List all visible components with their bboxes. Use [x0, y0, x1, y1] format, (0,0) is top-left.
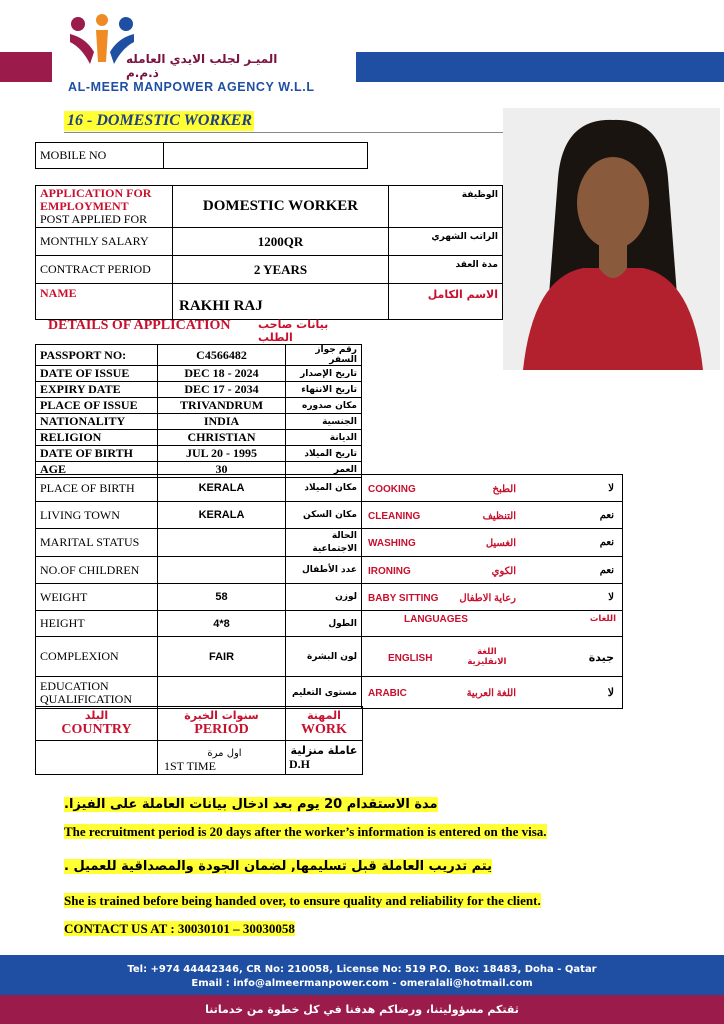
- footer-contact: [0, 955, 724, 995]
- work-header-english: WORK: [301, 722, 347, 737]
- contract-arabic: مدة العقد: [389, 256, 503, 284]
- birth-place-arabic: مكان الميلاد: [286, 475, 362, 502]
- application-for-employment-label: APPLICATION FOR EMPLOYMENT: [40, 186, 152, 213]
- detail-label: PASSPORT NO:: [36, 345, 158, 366]
- post-applied-value: DOMESTIC WORKER: [173, 186, 389, 228]
- detail-arabic: تاريخ الميلاد: [286, 446, 362, 462]
- detail-arabic: مكان صدوره: [286, 398, 362, 414]
- height-value: 4*8: [158, 611, 286, 637]
- country-header-arabic: البلد: [84, 709, 109, 722]
- skill-row-0: [362, 482, 622, 495]
- skill-row-2: [362, 536, 622, 549]
- languages-heading-cell: [362, 611, 623, 637]
- detail-value: 30: [158, 462, 286, 478]
- contact-line: [64, 919, 295, 938]
- skill-name: CLEANING: [368, 510, 421, 522]
- experience-country: [36, 741, 158, 775]
- living-town-value: KERALA: [158, 502, 286, 529]
- detail-value: C4566482: [158, 345, 286, 366]
- skill-name: COOKING: [368, 483, 416, 495]
- detail-arabic: الديانة: [286, 430, 362, 446]
- marital-status-value: [158, 529, 286, 557]
- living-town-label: LIVING TOWN: [36, 502, 158, 529]
- detail-value: CHRISTIAN: [158, 430, 286, 446]
- skill-washing-cell: [362, 529, 623, 557]
- experience-work: [286, 741, 363, 775]
- salary-label: MONTHLY SALARY: [36, 228, 173, 256]
- details-row: [36, 398, 362, 414]
- details-row: [36, 446, 362, 462]
- education-value: [158, 677, 286, 709]
- marital-status-arabic: الحالة الاجتماعية: [286, 529, 362, 557]
- height-label: HEIGHT: [36, 611, 158, 637]
- detail-value: TRIVANDRUM: [158, 398, 286, 414]
- title-divider: [64, 132, 504, 133]
- company-name-english: AL-MEER MANPOWER AGENCY W.L.L: [68, 80, 315, 94]
- detail-arabic: العمر: [286, 462, 362, 478]
- skill-row-3: [362, 564, 622, 577]
- skill-name: IRONING: [368, 565, 411, 577]
- details-heading: DETAILS OF APPLICATION: [48, 318, 231, 333]
- detail-label: EXPIRY DATE: [36, 382, 158, 398]
- contact-text: CONTACT US AT : 30030101 – 30030058: [64, 921, 295, 936]
- applicant-photo: [503, 108, 720, 370]
- detail-label: PLACE OF ISSUE: [36, 398, 158, 414]
- detail-value: INDIA: [158, 414, 286, 430]
- details-row: [36, 430, 362, 446]
- experience-table: [35, 706, 363, 775]
- work-header-arabic: المهنة: [307, 709, 341, 722]
- skill-name: BABY SITTING: [368, 592, 439, 604]
- weight-arabic: لوزن: [286, 584, 362, 611]
- post-applied-arabic: الوظيفة: [389, 186, 503, 228]
- company-name-arabic: الميـر لجلب الايدي العامله ذ.م.م: [126, 52, 278, 80]
- mobile-label: MOBILE NO: [36, 143, 164, 169]
- children-label: NO.OF CHILDREN: [36, 557, 158, 584]
- detail-arabic: تاريخ الإصدار: [286, 366, 362, 382]
- birth-place-value: KERALA: [158, 475, 286, 502]
- details-table: [35, 344, 362, 478]
- salary-arabic: الراتب الشهري: [389, 228, 503, 256]
- detail-label: RELIGION: [36, 430, 158, 446]
- skill-answer: نعم: [599, 509, 614, 521]
- skill-ironing-cell: [362, 557, 623, 584]
- work-header: [286, 707, 363, 741]
- skill-answer: لا: [608, 591, 614, 603]
- experience-period: [158, 741, 286, 775]
- languages-heading: LANGUAGES: [404, 614, 468, 625]
- note-english-1-text: The recruitment period is 20 days after the worker’s information is entered on the visa.: [64, 824, 547, 839]
- detail-value: JUL 20 - 1995: [158, 446, 286, 462]
- note-english-2-text: She is trained before being handed over, to ensure quality and reliability for the client.: [64, 893, 541, 908]
- living-town-arabic: مكان السكن: [286, 502, 362, 529]
- note-arabic-2-text: يتم تدريب العاملة قبل تسليمها, لضمان الجودة والمصداقية للعميل .: [64, 859, 492, 874]
- contract-label: CONTRACT PERIOD: [36, 256, 173, 284]
- contract-value: 2 YEARS: [173, 256, 389, 284]
- experience-work-arabic: عاملة منزلية: [290, 743, 358, 757]
- skill-name-arabic: الكوي: [491, 565, 516, 577]
- language-arabic: ARABIC: [368, 688, 407, 699]
- complexion-value: FAIR: [158, 637, 286, 677]
- skill-cleaning-cell: [362, 502, 623, 529]
- period-header-arabic: سنوات الخبرة: [184, 709, 259, 722]
- note-arabic-1-text: مدة الاستقدام 20 يوم بعد ادخال بيانات العاملة على الفيزا.: [64, 797, 438, 812]
- country-header: [36, 707, 158, 741]
- skill-name-arabic: رعاية الاطفال: [459, 592, 516, 604]
- details-row: [36, 366, 362, 382]
- weight-label: WEIGHT: [36, 584, 158, 611]
- application-table: [35, 185, 503, 320]
- languages-heading-arabic: اللغات: [589, 614, 616, 624]
- weight-value: 58: [158, 584, 286, 611]
- skill-row-1: [362, 509, 622, 522]
- marital-status-label: MARITAL STATUS: [36, 529, 158, 557]
- language-english-cell: [362, 637, 623, 677]
- note-arabic-2: [64, 857, 660, 876]
- skill-row-4: [362, 591, 622, 604]
- language-arabic-arabic: اللغة العربية: [466, 688, 516, 699]
- period-header-english: PERIOD: [194, 722, 249, 737]
- note-english-2: [64, 891, 541, 910]
- post-applied-label: POST APPLIED FOR: [40, 212, 148, 226]
- name-value: RAKHI RAJ: [173, 284, 389, 320]
- detail-label: DATE OF BIRTH: [36, 446, 158, 462]
- footer-line-1: Tel: +974 44442346, CR No: 210058, License No: 519 P.O. Box: 18483, Doha - Qatar: [127, 964, 597, 975]
- footer-line-2: Email : info@almeermanpower.com - omeralali@hotmail.com: [191, 978, 533, 989]
- detail-label: AGE: [36, 462, 158, 478]
- experience-period-arabic: اول مرة: [207, 748, 242, 759]
- language-arabic-answer: لا: [607, 687, 614, 699]
- experience-work-english: D.H: [289, 756, 310, 771]
- detail-arabic: رقم جواز السفر: [286, 345, 362, 366]
- detail-value: DEC 18 - 2024: [158, 366, 286, 382]
- skill-name-arabic: التنظيف: [482, 510, 516, 522]
- complexion-label: COMPLEXION: [36, 637, 158, 677]
- header-bar-left: [0, 52, 52, 82]
- mobile-value: [164, 143, 368, 169]
- name-arabic: الاسم الكامل: [389, 284, 503, 320]
- height-arabic: الطول: [286, 611, 362, 637]
- education-label: EDUCATION QUALIFICATION: [36, 677, 158, 709]
- complexion-arabic: لون البشرة: [286, 637, 362, 677]
- language-arabic-row: [362, 686, 622, 699]
- skill-name-arabic: الغسيل: [485, 538, 516, 549]
- personal-table: [35, 474, 623, 709]
- birth-place-label: PLACE OF BIRTH: [36, 475, 158, 502]
- experience-period-english: 1ST TIME: [164, 759, 216, 773]
- skill-cooking-cell: [362, 475, 623, 502]
- period-header: [158, 707, 286, 741]
- detail-arabic: الجنسية: [286, 414, 362, 430]
- name-label: NAME: [36, 284, 173, 320]
- salary-value: 1200QR: [173, 228, 389, 256]
- details-row: [36, 382, 362, 398]
- language-english-arabic: اللغة الانقليزية: [467, 646, 507, 667]
- skill-answer: لا: [608, 482, 614, 494]
- skill-answer: نعم: [599, 537, 614, 548]
- page-title: 16 - DOMESTIC WORKER: [64, 111, 254, 131]
- header-bar-right: [356, 52, 724, 82]
- detail-label: DATE OF ISSUE: [36, 366, 158, 382]
- details-row: [36, 345, 362, 366]
- skill-name-arabic: الطبخ: [492, 483, 516, 495]
- post-label-cell: [36, 186, 173, 228]
- language-english: ENGLISH: [388, 652, 433, 664]
- note-arabic-1: [64, 795, 660, 814]
- children-value: [158, 557, 286, 584]
- detail-label: NATIONALITY: [36, 414, 158, 430]
- note-english-1: [64, 822, 547, 841]
- skill-name: WASHING: [368, 538, 416, 549]
- skill-answer: نعم: [599, 564, 614, 576]
- language-english-answer: جيدة: [588, 650, 614, 664]
- education-arabic: مستوى التعليم: [286, 677, 362, 709]
- detail-arabic: تاريخ الانتهاء: [286, 382, 362, 398]
- details-row: [36, 414, 362, 430]
- detail-value: DEC 17 - 2034: [158, 382, 286, 398]
- details-heading-arabic: بيانات صاحب الطلب: [258, 318, 329, 344]
- skill-babysitting-cell: [362, 584, 623, 611]
- mobile-table: [35, 142, 368, 169]
- country-header-english: COUNTRY: [61, 722, 132, 737]
- children-arabic: عدد الأطفال: [286, 557, 362, 584]
- language-arabic-cell: [362, 677, 623, 709]
- footer-slogan: ثقتكم مسؤوليتنا، ورضاكم هدفنا في كل خطوة من خدماتنا: [0, 995, 724, 1024]
